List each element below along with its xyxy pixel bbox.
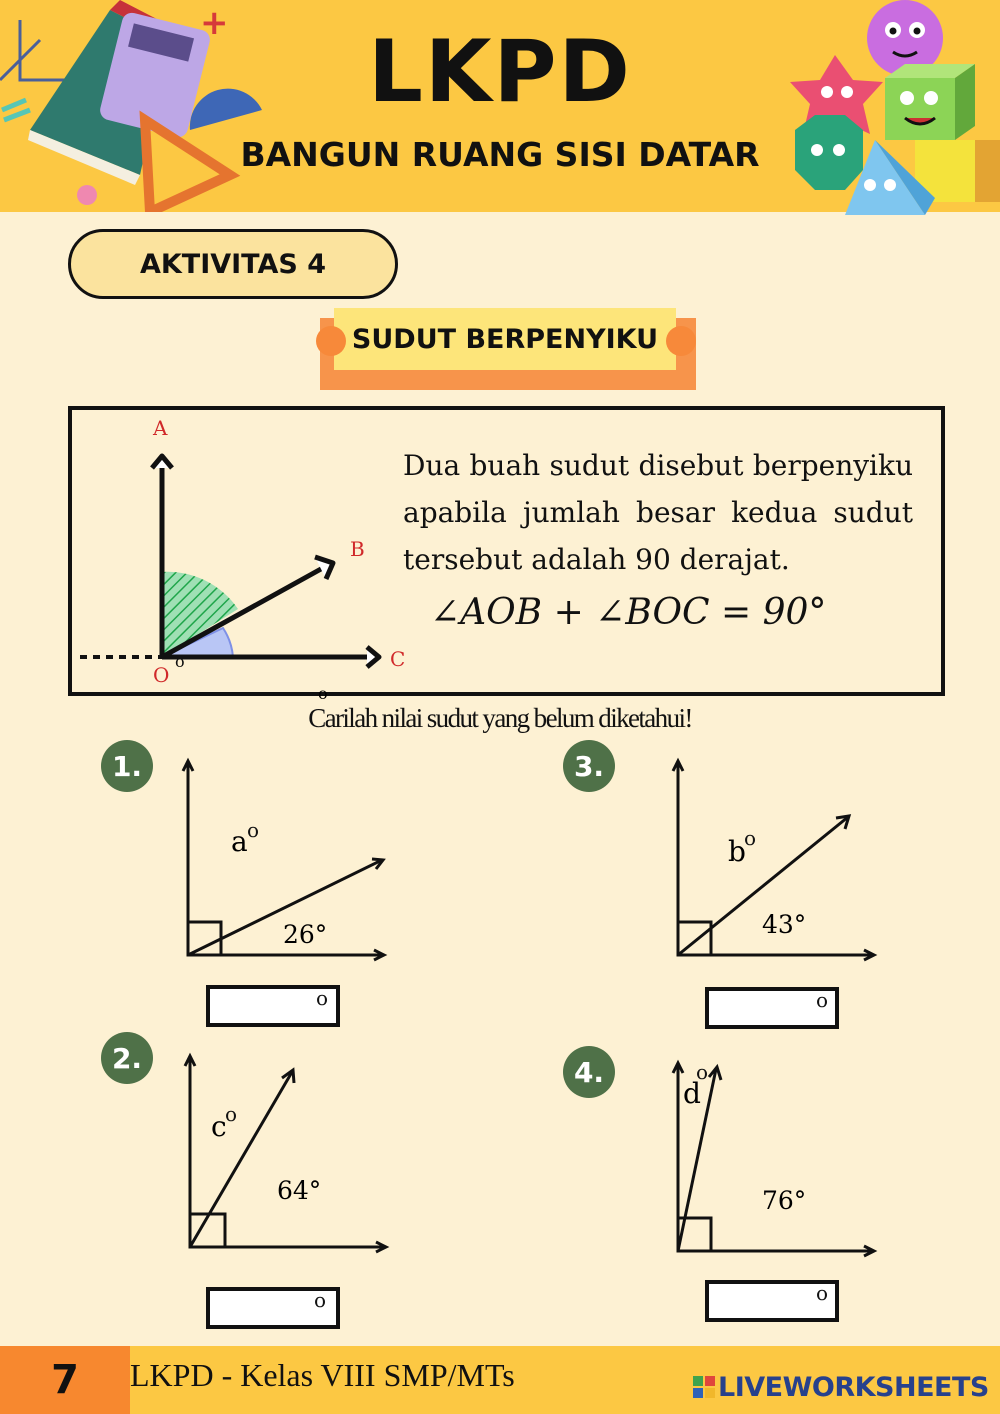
plus-icon: + [200, 3, 229, 43]
complementary-angle-diagram [75, 412, 405, 692]
problem-1-unknown: a [231, 825, 248, 858]
problem-1-answer-degree: o [316, 986, 329, 1010]
problem-2-unknown: c [211, 1110, 227, 1143]
ribbon-dot-left [316, 326, 346, 356]
problem-3-number: 3. [563, 740, 615, 792]
footer-text: LKPD - Kelas VIII SMP/MTs [130, 1357, 515, 1393]
activity-label: AKTIVITAS 4 [68, 229, 398, 299]
definition-text: Dua buah sudut disebut berpenyiku apabila jumlah besar kedua sudut tersebut adalah 90 derajat. [403, 449, 913, 576]
label-b: B [350, 537, 365, 561]
page-title: LKPD [368, 22, 632, 122]
instruction-degree-mark: o [318, 684, 328, 703]
problem-3-unknown-degree: o [744, 826, 757, 850]
problem-4-unknown-degree: o [696, 1060, 709, 1084]
problem-2-unknown-degree: o [225, 1102, 238, 1126]
problem-4-unknown: d [683, 1077, 701, 1110]
diagram-degree-mark: o [175, 652, 185, 671]
brand-liveworksheets[interactable]: LIVEWORKSHEETS [718, 1372, 989, 1403]
decor-dot [77, 185, 97, 205]
page-number: 7 [0, 1346, 130, 1414]
label-c: C [390, 647, 405, 671]
label-a: A [153, 416, 168, 440]
arrow-c [367, 647, 379, 667]
problem-2-known-angle: 64° [277, 1176, 322, 1205]
problem-2-diagram [172, 1050, 402, 1260]
problem-1-number: 1. [101, 740, 153, 792]
problem-3-unknown: b [728, 835, 746, 868]
problem-3-answer-degree: o [816, 988, 829, 1012]
problem-3-known-angle: 43° [762, 910, 807, 939]
problem-4-number: 4. [563, 1046, 615, 1098]
definition-formula: ∠AOB + ∠BOC = 90° [430, 592, 827, 633]
problem-2-number: 2. [101, 1032, 153, 1084]
label-o: O [153, 663, 170, 687]
problem-1-known-angle: 26° [283, 920, 328, 949]
problem-1-unknown-degree: o [247, 818, 260, 842]
problem-4-answer-degree: o [816, 1281, 829, 1305]
page-subtitle: BANGUN RUANG SISI DATAR [240, 135, 760, 174]
section-title: SUDUT BERPENYIKU [334, 308, 676, 370]
problem-4-known-angle: 76° [762, 1186, 807, 1215]
arrow-a [152, 456, 172, 468]
instruction-text: Carilah nilai sudut yang belum diketahui! [308, 703, 692, 733]
liveworksheets-logo-icon [693, 1376, 715, 1398]
problem-2-answer-degree: o [314, 1288, 327, 1312]
ribbon-dot-right [666, 326, 696, 356]
